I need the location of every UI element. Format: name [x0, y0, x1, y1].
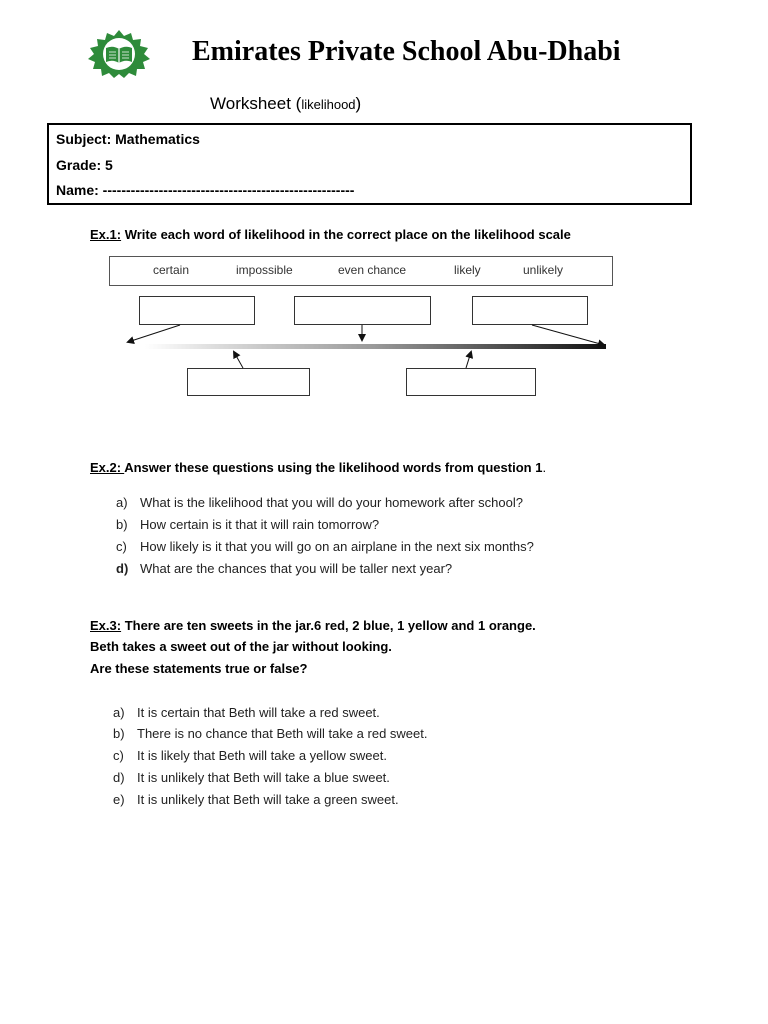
ex3-marker-b: b) [113, 726, 125, 741]
ex3-marker-d: d) [113, 770, 125, 785]
ex1-label: Ex.1: [90, 227, 122, 242]
ex3-label: Ex.3: [90, 618, 122, 633]
answer-box-4[interactable] [187, 368, 310, 396]
ex3-marker-e: e) [113, 792, 125, 807]
scale-bar [145, 344, 606, 349]
arrow-box4-up [234, 352, 243, 368]
ex2-marker-b: b) [116, 517, 128, 532]
ex2-text-b: How certain is it that it will rain tomorrow? [140, 517, 380, 532]
answer-box-5[interactable] [406, 368, 536, 396]
name-line: Name: ------------------------------------------------------ [56, 182, 355, 198]
worksheet-title [210, 94, 361, 114]
word-unlikely: unlikely [523, 263, 564, 277]
word-likely: likely [454, 263, 481, 277]
arrow-box3-right [532, 325, 604, 345]
word-even-chance: even chance [338, 263, 407, 277]
worksheet-topic: likelihood [301, 97, 356, 112]
ex3-line1: There are ten sweets in the jar.6 red, 2 blue, 1 yellow and 1 orange. [121, 618, 536, 633]
arrow-box1-left [128, 325, 180, 342]
ex3-heading [90, 618, 536, 633]
ex1-heading [90, 227, 571, 242]
answer-box-1[interactable] [139, 296, 255, 325]
ex3-item-b [113, 726, 428, 741]
ex3-text-e: It is unlikely that Beth will take a green sweet. [137, 792, 399, 807]
ex2-text-c: How likely is it that you will go on an airplane in the next six months? [140, 539, 534, 554]
ex2-marker-d: d) [116, 561, 129, 576]
ex2-item-a [116, 495, 523, 510]
ex3-text-a: It is certain that Beth will take a red sweet. [137, 705, 380, 720]
subject-line: Subject: Mathematics [56, 131, 200, 147]
ex2-heading [90, 460, 546, 475]
ex3-text-c: It is likely that Beth will take a yellow sweet. [137, 748, 387, 763]
ex3-text-b: There is no chance that Beth will take a red sweet. [137, 726, 428, 741]
answer-box-3[interactable] [472, 296, 588, 325]
word-certain: certain [153, 263, 190, 277]
ex2-text-a: What is the likelihood that you will do your homework after school? [140, 495, 523, 510]
grade-line: Grade: 5 [56, 157, 113, 173]
ex3-line2: Beth takes a sweet out of the jar without looking. [90, 639, 392, 654]
ex2-marker-c: c) [116, 539, 127, 554]
word-impossible: impossible [236, 263, 293, 277]
ex3-item-e [113, 792, 399, 807]
ex2-period: . [542, 460, 547, 475]
answer-box-2[interactable] [294, 296, 431, 325]
arrow-box5-up [466, 352, 471, 368]
ex2-text: Answer these questions using the likelihood words from question 1 [124, 460, 543, 475]
ex3-item-d [113, 770, 390, 785]
ex3-item-c [113, 748, 387, 763]
worksheet-prefix: Worksheet ( [210, 94, 302, 113]
worksheet-suffix: ) [355, 94, 362, 113]
book-logo-icon [84, 28, 154, 80]
ex2-text-d: What are the chances that you will be taller next year? [140, 561, 453, 576]
ex3-text-d: It is unlikely that Beth will take a blue sweet. [137, 770, 390, 785]
ex2-item-c [116, 539, 534, 554]
ex3-marker-a: a) [113, 705, 125, 720]
ex3-item-a [113, 705, 380, 720]
ex2-label: Ex.2: [90, 460, 125, 475]
ex3-marker-c: c) [113, 748, 124, 763]
ex2-item-b [116, 517, 379, 532]
ex2-marker-a: a) [116, 495, 128, 510]
ex2-item-d [116, 561, 452, 576]
school-title: Emirates Private School Abu-Dhabi [192, 36, 621, 67]
ex3-line3: Are these statements true or false? [90, 661, 308, 676]
ex1-text: Write each word of likelihood in the correct place on the likelihood scale [121, 227, 571, 242]
